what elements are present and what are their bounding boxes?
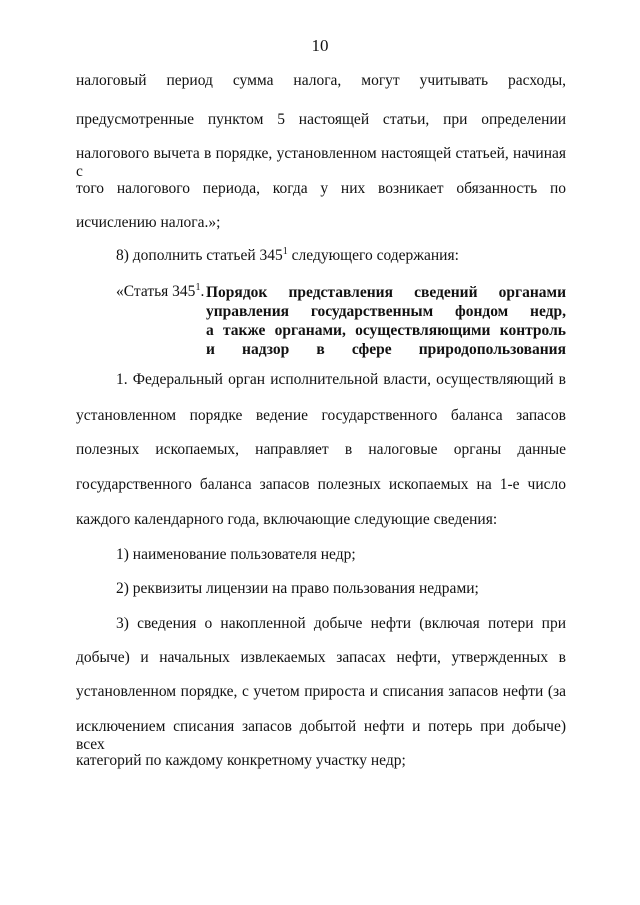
article-title-line-3: а также органами, осуществляющими контроль (206, 322, 566, 339)
article-title-line-2: управления государственным фондом недр, (206, 303, 566, 320)
para3-line-1: 3) сведения о накопленной добыче нефти (включая потери при (116, 615, 566, 632)
article-title-line-4: и надзор в сфере природопользования (206, 341, 566, 358)
article-superscript: 1 (195, 282, 201, 293)
article-title (206, 283, 566, 359)
para2-line-3: полезных ископаемых, направляет в налоговые органы данные (76, 441, 566, 458)
article-title-line-1: Порядок представления сведений органами (206, 284, 566, 301)
para1-line-4: того налогового периода, когда у них возникает обязанность по (76, 180, 566, 197)
item-8-text-after: следующего содержания: (287, 247, 459, 264)
para3-line-2: добыче) и начальных извлекаемых запасах нефти, утвержденных в (76, 649, 566, 666)
para1-line-5: исчислению налога.»; (76, 214, 221, 231)
para3-line-3: установленном порядке, с учетом прироста и списания запасов нефти (за (76, 683, 566, 700)
para1-line-3: налогового вычета в порядке, установленном настоящей статьей, начиная с (76, 145, 566, 180)
item-8-superscript: 1 (282, 246, 288, 257)
list-item-2: 2) реквизиты лицензии на право пользования недрами; (116, 580, 479, 597)
para1-line-2: предусмотренные пунктом 5 настоящей статьи, при определении (76, 111, 566, 128)
item-8-text: 8) дополнить статьей 345 (116, 247, 283, 264)
article-number (116, 283, 204, 301)
para2-line-1: 1. Федеральный орган исполнительной власти, осуществляющий в (116, 371, 566, 388)
list-item-1: 1) наименование пользователя недр; (116, 546, 356, 563)
para2-line-2: установленном порядке ведение государственного баланса запасов (76, 407, 566, 424)
article-prefix-dot: . (200, 283, 205, 300)
para2-line-4: государственного баланса запасов полезных ископаемых на 1-е число (76, 476, 566, 493)
para2-line-5: каждого календарного года, включающие следующие сведения: (76, 511, 498, 528)
para3-line-4: исключением списания запасов добытой нефти и потерь при добыче) всех (76, 718, 566, 753)
para3-line-5: категорий по каждому конкретному участку недр; (76, 752, 406, 769)
para1-line-1: налоговый период сумма налога, могут учитывать расходы, (76, 72, 566, 89)
item-8-line (116, 247, 566, 265)
article-prefix-text: «Статья 345 (116, 283, 196, 300)
page-number: 10 (311, 36, 329, 55)
